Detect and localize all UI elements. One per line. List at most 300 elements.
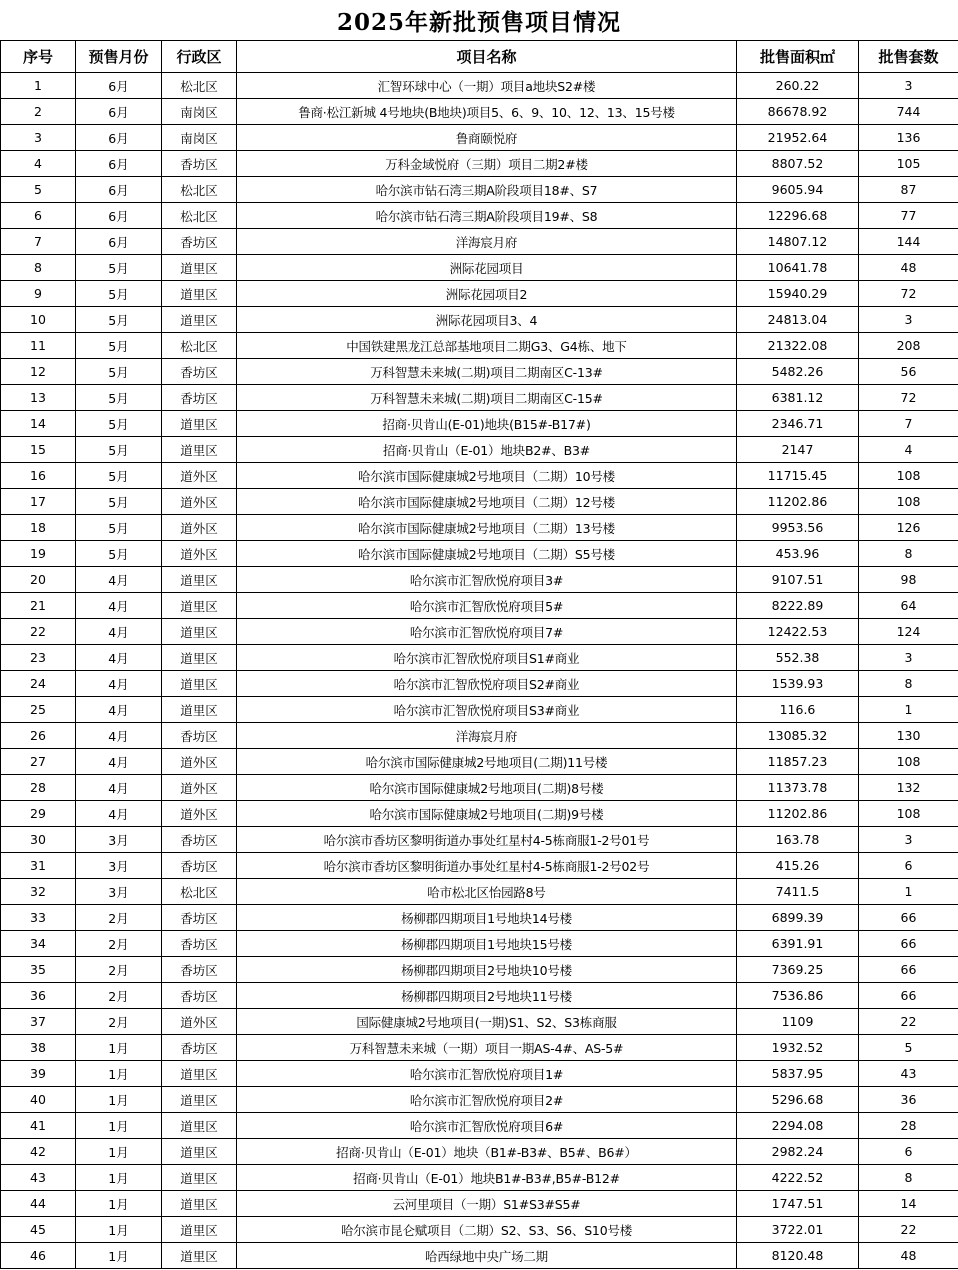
- cell-area: 14807.12: [737, 229, 859, 255]
- cell-district: 香坊区: [162, 1035, 237, 1061]
- cell-index: 18: [1, 515, 76, 541]
- cell-project-name: 哈尔滨市汇智欣悦府项目1#: [237, 1061, 737, 1087]
- cell-units: 3: [859, 73, 958, 99]
- table-row: [1, 905, 958, 931]
- cell-index: 36: [1, 983, 76, 1009]
- cell-month: 1月: [76, 1217, 162, 1243]
- table-row: [1, 99, 958, 125]
- table-row: [1, 853, 958, 879]
- cell-index: 28: [1, 775, 76, 801]
- cell-index: 10: [1, 307, 76, 333]
- cell-district: 道里区: [162, 1061, 237, 1087]
- cell-area: 6391.91: [737, 931, 859, 957]
- table-row: [1, 723, 958, 749]
- cell-district: 香坊区: [162, 385, 237, 411]
- cell-project-name: 哈尔滨市国际健康城2号地项目(二期)9号楼: [237, 801, 737, 827]
- cell-area: 9605.94: [737, 177, 859, 203]
- cell-area: 453.96: [737, 541, 859, 567]
- cell-area: 1539.93: [737, 671, 859, 697]
- table-row: [1, 177, 958, 203]
- cell-area: 15940.29: [737, 281, 859, 307]
- cell-district: 道外区: [162, 801, 237, 827]
- cell-district: 道里区: [162, 307, 237, 333]
- cell-index: 38: [1, 1035, 76, 1061]
- cell-index: 19: [1, 541, 76, 567]
- cell-units: 3: [859, 307, 958, 333]
- header-units: 批售套数: [859, 41, 958, 73]
- table-row: [1, 359, 958, 385]
- cell-units: 5: [859, 1035, 958, 1061]
- cell-units: 744: [859, 99, 958, 125]
- cell-district: 道里区: [162, 255, 237, 281]
- cell-area: 21322.08: [737, 333, 859, 359]
- cell-units: 126: [859, 515, 958, 541]
- cell-district: 道外区: [162, 463, 237, 489]
- cell-index: 24: [1, 671, 76, 697]
- cell-index: 21: [1, 593, 76, 619]
- cell-month: 4月: [76, 645, 162, 671]
- cell-units: 66: [859, 983, 958, 1009]
- cell-project-name: 哈尔滨市国际健康城2号地项目（二期）10号楼: [237, 463, 737, 489]
- cell-units: 77: [859, 203, 958, 229]
- cell-project-name: 哈尔滨市国际健康城2号地项目(二期)11号楼: [237, 749, 737, 775]
- cell-units: 72: [859, 385, 958, 411]
- cell-index: 12: [1, 359, 76, 385]
- cell-district: 松北区: [162, 203, 237, 229]
- cell-units: 208: [859, 333, 958, 359]
- cell-index: 37: [1, 1009, 76, 1035]
- cell-project-name: 万科智慧未来城（一期）项目一期AS-4#、AS-5#: [237, 1035, 737, 1061]
- cell-units: 105: [859, 151, 958, 177]
- table-row: [1, 333, 958, 359]
- cell-index: 29: [1, 801, 76, 827]
- cell-district: 香坊区: [162, 359, 237, 385]
- cell-project-name: 招商·贝肯山（E-01）地块B1#-B3#,B5#-B12#: [237, 1165, 737, 1191]
- cell-district: 道里区: [162, 567, 237, 593]
- cell-area: 21952.64: [737, 125, 859, 151]
- table-row: [1, 775, 958, 801]
- table-row: [1, 489, 958, 515]
- cell-project-name: 哈尔滨市汇智欣悦府项目S3#商业: [237, 697, 737, 723]
- cell-project-name: 哈尔滨市国际健康城2号地项目（二期）13号楼: [237, 515, 737, 541]
- cell-month: 2月: [76, 931, 162, 957]
- cell-index: 44: [1, 1191, 76, 1217]
- table-row: [1, 515, 958, 541]
- cell-index: 33: [1, 905, 76, 931]
- cell-index: 23: [1, 645, 76, 671]
- cell-units: 6: [859, 1139, 958, 1165]
- cell-units: 1: [859, 879, 958, 905]
- cell-district: 道里区: [162, 645, 237, 671]
- cell-month: 4月: [76, 775, 162, 801]
- cell-index: 5: [1, 177, 76, 203]
- cell-index: 11: [1, 333, 76, 359]
- table-row: [1, 541, 958, 567]
- cell-units: 98: [859, 567, 958, 593]
- cell-district: 道里区: [162, 1243, 237, 1269]
- cell-month: 5月: [76, 385, 162, 411]
- header-district: 行政区: [162, 41, 237, 73]
- cell-index: 4: [1, 151, 76, 177]
- cell-area: 13085.32: [737, 723, 859, 749]
- cell-month: 5月: [76, 515, 162, 541]
- cell-month: 4月: [76, 567, 162, 593]
- cell-area: 9953.56: [737, 515, 859, 541]
- cell-area: 2294.08: [737, 1113, 859, 1139]
- cell-month: 1月: [76, 1061, 162, 1087]
- table-row: [1, 1191, 958, 1217]
- table-row: [1, 1217, 958, 1243]
- cell-area: 415.26: [737, 853, 859, 879]
- table-header-row: [1, 41, 958, 73]
- cell-month: 2月: [76, 957, 162, 983]
- cell-month: 5月: [76, 463, 162, 489]
- cell-area: 2147: [737, 437, 859, 463]
- table-row: [1, 801, 958, 827]
- cell-area: 24813.04: [737, 307, 859, 333]
- cell-area: 552.38: [737, 645, 859, 671]
- cell-district: 道里区: [162, 1087, 237, 1113]
- table-row: [1, 1009, 958, 1035]
- table-row: [1, 1165, 958, 1191]
- cell-index: 1: [1, 73, 76, 99]
- cell-area: 9107.51: [737, 567, 859, 593]
- cell-area: 11857.23: [737, 749, 859, 775]
- cell-district: 道外区: [162, 541, 237, 567]
- page-title: 2025年新批预售项目情况: [336, 9, 621, 36]
- cell-month: 3月: [76, 879, 162, 905]
- table-row: [1, 229, 958, 255]
- table-row: [1, 1139, 958, 1165]
- cell-project-name: 哈尔滨市国际健康城2号地项目（二期）S5号楼: [237, 541, 737, 567]
- cell-district: 松北区: [162, 73, 237, 99]
- cell-index: 42: [1, 1139, 76, 1165]
- cell-project-name: 万科智慧未来城(二期)项目二期南区C-15#: [237, 385, 737, 411]
- cell-units: 22: [859, 1217, 958, 1243]
- cell-area: 2346.71: [737, 411, 859, 437]
- cell-month: 4月: [76, 749, 162, 775]
- cell-month: 1月: [76, 1087, 162, 1113]
- table-row: [1, 437, 958, 463]
- cell-area: 5837.95: [737, 1061, 859, 1087]
- cell-month: 5月: [76, 437, 162, 463]
- cell-district: 松北区: [162, 333, 237, 359]
- cell-project-name: 哈尔滨市汇智欣悦府项目2#: [237, 1087, 737, 1113]
- cell-month: 4月: [76, 671, 162, 697]
- cell-district: 香坊区: [162, 229, 237, 255]
- cell-district: 道里区: [162, 1113, 237, 1139]
- table-row: [1, 1061, 958, 1087]
- cell-project-name: 招商·贝肯山(E-01)地块(B15#-B17#): [237, 411, 737, 437]
- cell-project-name: 哈尔滨市汇智欣悦府项目S2#商业: [237, 671, 737, 697]
- cell-units: 66: [859, 905, 958, 931]
- cell-units: 8: [859, 541, 958, 567]
- cell-district: 道里区: [162, 1139, 237, 1165]
- cell-project-name: 哈西绿地中央广场二期: [237, 1243, 737, 1269]
- cell-area: 4222.52: [737, 1165, 859, 1191]
- cell-district: 道外区: [162, 515, 237, 541]
- cell-month: 4月: [76, 619, 162, 645]
- cell-units: 48: [859, 1243, 958, 1269]
- cell-units: 28: [859, 1113, 958, 1139]
- cell-project-name: 万科智慧未来城(二期)项目二期南区C-13#: [237, 359, 737, 385]
- cell-index: 2: [1, 99, 76, 125]
- cell-index: 13: [1, 385, 76, 411]
- cell-district: 道外区: [162, 489, 237, 515]
- cell-district: 道里区: [162, 411, 237, 437]
- cell-area: 86678.92: [737, 99, 859, 125]
- cell-index: 27: [1, 749, 76, 775]
- cell-units: 108: [859, 749, 958, 775]
- cell-area: 11715.45: [737, 463, 859, 489]
- cell-area: 7369.25: [737, 957, 859, 983]
- cell-district: 道里区: [162, 281, 237, 307]
- cell-month: 6月: [76, 151, 162, 177]
- cell-area: 2982.24: [737, 1139, 859, 1165]
- table-row: [1, 1243, 958, 1269]
- cell-index: 40: [1, 1087, 76, 1113]
- cell-units: 108: [859, 801, 958, 827]
- cell-units: 108: [859, 489, 958, 515]
- cell-index: 3: [1, 125, 76, 151]
- cell-area: 11202.86: [737, 489, 859, 515]
- cell-units: 66: [859, 957, 958, 983]
- cell-month: 1月: [76, 1243, 162, 1269]
- cell-index: 45: [1, 1217, 76, 1243]
- cell-district: 道里区: [162, 1165, 237, 1191]
- cell-units: 66: [859, 931, 958, 957]
- cell-month: 4月: [76, 723, 162, 749]
- cell-project-name: 中国铁建黑龙江总部基地项目二期G3、G4栋、地下: [237, 333, 737, 359]
- cell-index: 14: [1, 411, 76, 437]
- cell-month: 5月: [76, 333, 162, 359]
- cell-month: 3月: [76, 827, 162, 853]
- cell-area: 8222.89: [737, 593, 859, 619]
- cell-area: 7536.86: [737, 983, 859, 1009]
- cell-units: 48: [859, 255, 958, 281]
- cell-month: 5月: [76, 541, 162, 567]
- cell-month: 2月: [76, 1009, 162, 1035]
- cell-month: 1月: [76, 1113, 162, 1139]
- cell-units: 136: [859, 125, 958, 151]
- table-row: [1, 385, 958, 411]
- cell-units: 14: [859, 1191, 958, 1217]
- cell-units: 8: [859, 671, 958, 697]
- cell-index: 20: [1, 567, 76, 593]
- cell-index: 34: [1, 931, 76, 957]
- table-row: [1, 645, 958, 671]
- cell-district: 道里区: [162, 593, 237, 619]
- cell-month: 6月: [76, 203, 162, 229]
- cell-index: 7: [1, 229, 76, 255]
- table-row: [1, 411, 958, 437]
- cell-project-name: 杨柳郡四期项目2号地块11号楼: [237, 983, 737, 1009]
- cell-month: 6月: [76, 99, 162, 125]
- table-row: [1, 1035, 958, 1061]
- cell-area: 11373.78: [737, 775, 859, 801]
- table-row: [1, 255, 958, 281]
- cell-month: 5月: [76, 255, 162, 281]
- cell-area: 12296.68: [737, 203, 859, 229]
- cell-area: 6899.39: [737, 905, 859, 931]
- cell-project-name: 杨柳郡四期项目1号地块14号楼: [237, 905, 737, 931]
- cell-district: 香坊区: [162, 827, 237, 853]
- cell-area: 163.78: [737, 827, 859, 853]
- table-row: [1, 749, 958, 775]
- cell-index: 9: [1, 281, 76, 307]
- cell-area: 5482.26: [737, 359, 859, 385]
- cell-project-name: 哈尔滨市汇智欣悦府项目S1#商业: [237, 645, 737, 671]
- cell-units: 64: [859, 593, 958, 619]
- cell-project-name: 洋海宸月府: [237, 723, 737, 749]
- cell-month: 1月: [76, 1191, 162, 1217]
- cell-month: 4月: [76, 697, 162, 723]
- cell-month: 2月: [76, 983, 162, 1009]
- cell-index: 15: [1, 437, 76, 463]
- table-row: [1, 1113, 958, 1139]
- cell-units: 87: [859, 177, 958, 203]
- cell-project-name: 万科金域悦府（三期）项目二期2#楼: [237, 151, 737, 177]
- cell-area: 7411.5: [737, 879, 859, 905]
- cell-month: 4月: [76, 593, 162, 619]
- cell-project-name: 哈尔滨市汇智欣悦府项目7#: [237, 619, 737, 645]
- cell-district: 香坊区: [162, 957, 237, 983]
- table-row: [1, 593, 958, 619]
- cell-month: 5月: [76, 489, 162, 515]
- cell-project-name: 鲁商·松江新城 4号地块(B地块)项目5、6、9、10、12、13、15号楼: [237, 99, 737, 125]
- cell-project-name: 洲际花园项目3、4: [237, 307, 737, 333]
- cell-month: 5月: [76, 411, 162, 437]
- cell-index: 17: [1, 489, 76, 515]
- presale-table: [0, 40, 958, 1269]
- cell-units: 7: [859, 411, 958, 437]
- cell-area: 6381.12: [737, 385, 859, 411]
- cell-index: 16: [1, 463, 76, 489]
- cell-district: 香坊区: [162, 723, 237, 749]
- cell-units: 130: [859, 723, 958, 749]
- cell-project-name: 哈尔滨市香坊区黎明街道办事处红星村4-5栋商服1-2号02号: [237, 853, 737, 879]
- cell-index: 35: [1, 957, 76, 983]
- cell-district: 香坊区: [162, 853, 237, 879]
- cell-index: 22: [1, 619, 76, 645]
- cell-index: 46: [1, 1243, 76, 1269]
- table-row: [1, 983, 958, 1009]
- table-row: [1, 73, 958, 99]
- cell-area: 12422.53: [737, 619, 859, 645]
- cell-units: 3: [859, 645, 958, 671]
- cell-project-name: 汇智环球中心（一期）项目a地块S2#楼: [237, 73, 737, 99]
- cell-district: 松北区: [162, 177, 237, 203]
- table-row: [1, 463, 958, 489]
- table-row: [1, 125, 958, 151]
- table-row: [1, 827, 958, 853]
- cell-index: 25: [1, 697, 76, 723]
- cell-units: 4: [859, 437, 958, 463]
- cell-month: 6月: [76, 73, 162, 99]
- cell-index: 39: [1, 1061, 76, 1087]
- cell-district: 南岗区: [162, 125, 237, 151]
- cell-district: 道里区: [162, 671, 237, 697]
- table-row: [1, 151, 958, 177]
- cell-units: 22: [859, 1009, 958, 1035]
- cell-area: 260.22: [737, 73, 859, 99]
- cell-units: 108: [859, 463, 958, 489]
- cell-month: 4月: [76, 801, 162, 827]
- cell-units: 8: [859, 1165, 958, 1191]
- cell-index: 31: [1, 853, 76, 879]
- cell-project-name: 洋海宸月府: [237, 229, 737, 255]
- cell-project-name: 鲁商颐悦府: [237, 125, 737, 151]
- cell-district: 道里区: [162, 1217, 237, 1243]
- header-index: 序号: [1, 41, 76, 73]
- cell-project-name: 哈尔滨市香坊区黎明街道办事处红星村4-5栋商服1-2号01号: [237, 827, 737, 853]
- cell-area: 5296.68: [737, 1087, 859, 1113]
- table-row: [1, 879, 958, 905]
- cell-month: 2月: [76, 905, 162, 931]
- table-row: [1, 957, 958, 983]
- cell-month: 5月: [76, 281, 162, 307]
- cell-units: 56: [859, 359, 958, 385]
- cell-index: 43: [1, 1165, 76, 1191]
- cell-units: 36: [859, 1087, 958, 1113]
- cell-district: 香坊区: [162, 983, 237, 1009]
- cell-district: 道里区: [162, 1191, 237, 1217]
- cell-district: 道外区: [162, 1009, 237, 1035]
- cell-units: 43: [859, 1061, 958, 1087]
- cell-month: 1月: [76, 1035, 162, 1061]
- cell-index: 6: [1, 203, 76, 229]
- cell-district: 香坊区: [162, 931, 237, 957]
- cell-month: 6月: [76, 125, 162, 151]
- cell-project-name: 国际健康城2号地项目(一期)S1、S2、S3栋商服: [237, 1009, 737, 1035]
- cell-project-name: 云河里项目（一期）S1#S3#S5#: [237, 1191, 737, 1217]
- cell-month: 6月: [76, 177, 162, 203]
- cell-project-name: 招商·贝肯山（E-01）地块B2#、B3#: [237, 437, 737, 463]
- table-row: [1, 619, 958, 645]
- cell-area: 1932.52: [737, 1035, 859, 1061]
- cell-units: 124: [859, 619, 958, 645]
- cell-project-name: 哈尔滨市钻石湾三期A阶段项目18#、S7: [237, 177, 737, 203]
- header-area: 批售面积㎡: [737, 41, 859, 73]
- table-row: [1, 307, 958, 333]
- cell-district: 道外区: [162, 749, 237, 775]
- cell-district: 松北区: [162, 879, 237, 905]
- table-row: [1, 203, 958, 229]
- cell-project-name: 哈尔滨市国际健康城2号地项目（二期）12号楼: [237, 489, 737, 515]
- cell-month: 3月: [76, 853, 162, 879]
- table-row: [1, 281, 958, 307]
- cell-units: 132: [859, 775, 958, 801]
- cell-month: 1月: [76, 1139, 162, 1165]
- cell-district: 道里区: [162, 697, 237, 723]
- cell-district: 南岗区: [162, 99, 237, 125]
- cell-area: 8120.48: [737, 1243, 859, 1269]
- cell-project-name: 杨柳郡四期项目1号地块15号楼: [237, 931, 737, 957]
- header-project-name: 项目名称: [237, 41, 737, 73]
- cell-area: 10641.78: [737, 255, 859, 281]
- cell-units: 144: [859, 229, 958, 255]
- cell-month: 5月: [76, 307, 162, 333]
- table-row: [1, 697, 958, 723]
- cell-units: 6: [859, 853, 958, 879]
- cell-month: 6月: [76, 229, 162, 255]
- cell-district: 香坊区: [162, 151, 237, 177]
- cell-area: 1109: [737, 1009, 859, 1035]
- cell-project-name: 哈尔滨市汇智欣悦府项目5#: [237, 593, 737, 619]
- table-row: [1, 931, 958, 957]
- cell-area: 1747.51: [737, 1191, 859, 1217]
- cell-project-name: 杨柳郡四期项目2号地块10号楼: [237, 957, 737, 983]
